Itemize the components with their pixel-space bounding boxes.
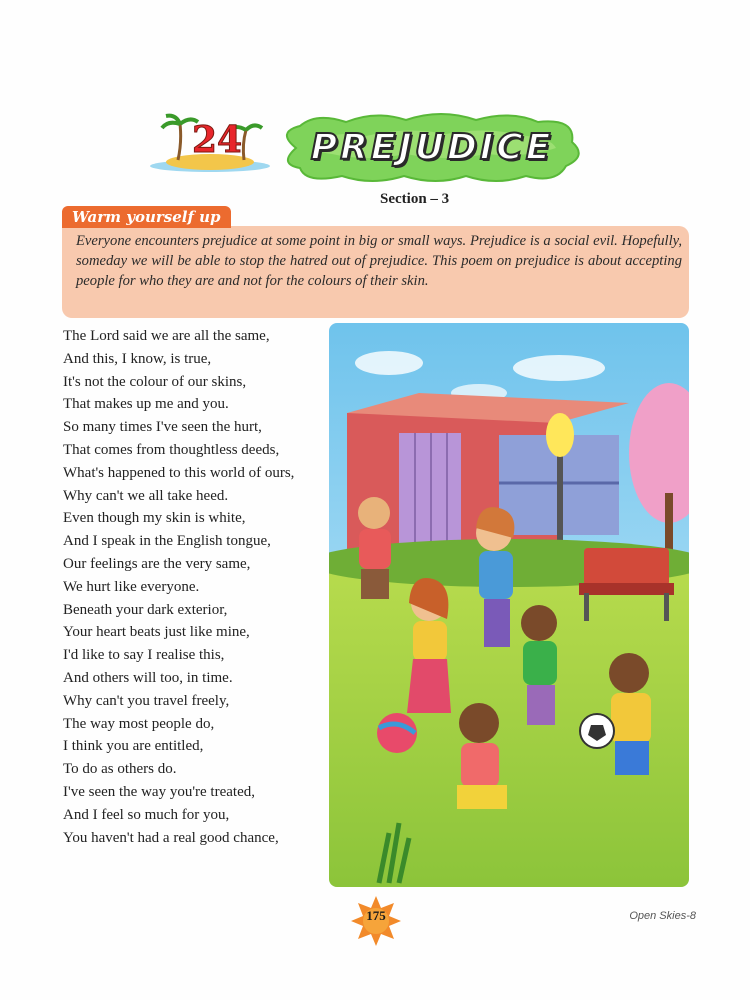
children-playing-illustration	[329, 323, 689, 887]
poem-line: It's not the colour of our skins,	[63, 373, 247, 390]
poem-line: Why can't we all take heed.	[63, 487, 229, 504]
poem-line: And I speak in the English tongue,	[63, 533, 271, 550]
poem-lines	[63, 325, 353, 849]
poem-line: We hurt like everyone.	[63, 578, 200, 595]
poem-line: Beneath your dark exterior,	[63, 601, 228, 618]
warm-up-heading: Warm yourself up	[62, 206, 231, 228]
poem-line: I think you are entitled,	[63, 738, 204, 755]
poem-line: You haven't had a real good chance,	[63, 829, 279, 846]
poem-line: That comes from thoughtless deeds,	[63, 441, 280, 458]
warm-up-text: Everyone encounters prejudice at some point in big or small ways. Prejudice is a social evil. Hopefully, someday we will be able to stop the hatred out of prejudice. This poem on prejudice is about accepting people for who they are and not for the colours of their skin.	[76, 233, 682, 290]
poem-line: Our feelings are the very same,	[63, 555, 251, 572]
poem-line: Why can't you travel freely,	[63, 692, 230, 709]
poem-line: I'd like to say I realise this,	[63, 647, 225, 664]
poem-line: So many times I've seen the hurt,	[63, 419, 262, 436]
poem-line: Your heart beats just like mine,	[63, 624, 250, 641]
section-label: Section – 3	[380, 191, 450, 207]
poem-line: What's happened to this world of ours,	[63, 464, 295, 481]
poem-line: The way most people do,	[63, 715, 215, 732]
poem-line: The Lord said we are all the same,	[63, 328, 270, 344]
poem-line: And this, I know, is true,	[63, 350, 212, 367]
book-title: Open Skies-8	[629, 910, 696, 922]
poem-line: To do as others do.	[63, 761, 177, 778]
poem-line: Even though my skin is white,	[63, 510, 246, 527]
poem-line: And I feel so much for you,	[63, 806, 230, 823]
page-number: 175	[366, 908, 386, 923]
poem-line: I've seen the way you're treated,	[63, 783, 255, 800]
chapter-title: PREJUDICE	[310, 126, 554, 168]
chapter-number: 24	[191, 119, 243, 161]
poem-line: That makes up me and you.	[63, 396, 229, 413]
poem-line: And others will too, in time.	[63, 669, 233, 686]
